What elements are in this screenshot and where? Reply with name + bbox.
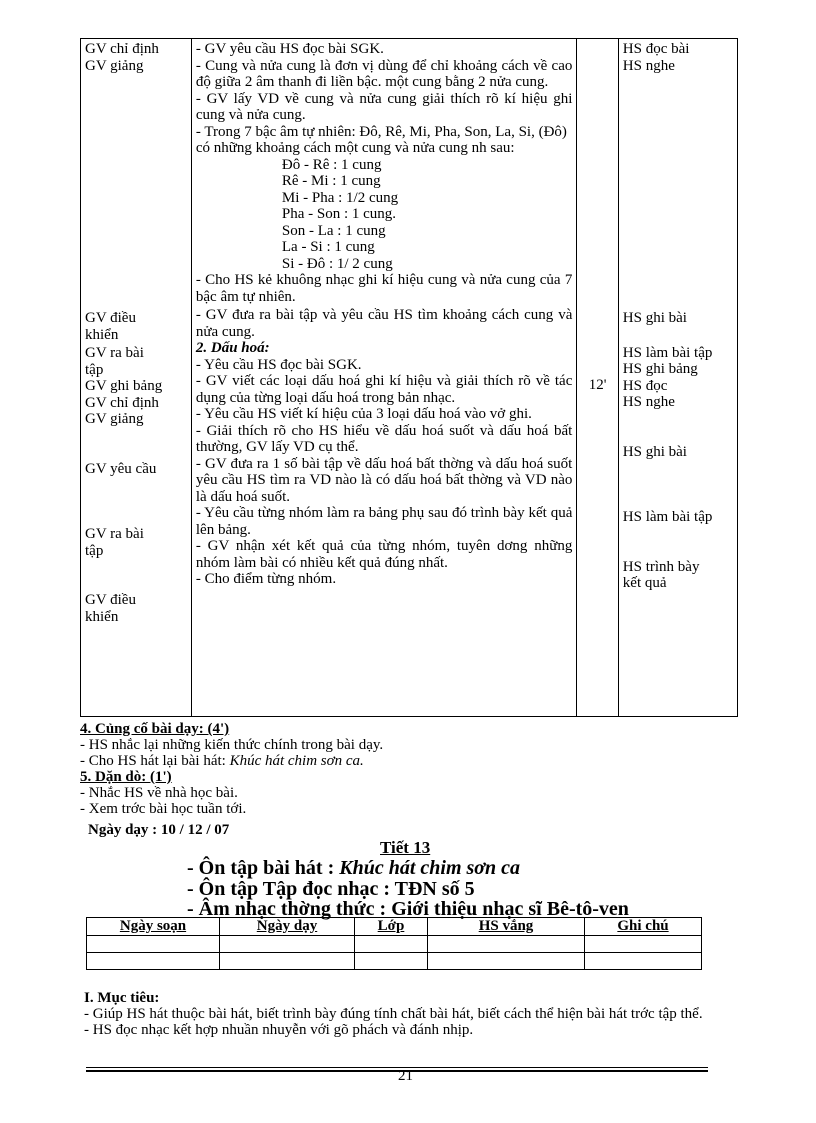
schedule-header: Ghi chú (585, 918, 702, 936)
content-line: - Giải thích rõ cho HS hiểu về dấu hoá suốt và dấu hoá bất thường, GV lấy VD cụ thể. (195, 422, 573, 455)
teacher-action: GV chỉ định (85, 394, 159, 411)
teacher-action: GV ghi bảng (85, 378, 163, 394)
schedule-header: HS vắng (428, 918, 585, 936)
content-line: - Trong 7 bậc âm tự nhiên: Đô, Rê, Mi, Pha, Son, La, Si, (Đô) có những khoảng cách một cung và nửa cung nh sau: (195, 123, 567, 156)
student-action: HS đọc bài (622, 41, 690, 57)
teacher-action: GV chỉ định (85, 41, 159, 57)
interval-step: Mi - Pha : 1/2 cung (281, 189, 399, 206)
lesson-topic: - Ôn tập Tập đọc nhạc : TĐN số 5 (187, 878, 475, 900)
teacher-action: GV giảng (85, 411, 144, 427)
content-line: - GV nhận xét kết quả của từng nhóm, tuyên dơng những nhóm làm bài có nhiều kết quả đúng nhất. (195, 538, 573, 571)
teaching-date: Ngày dạy : 10 / 12 / 07 (88, 822, 230, 838)
student-action: HS trình bày kết quả (622, 558, 700, 591)
interval-step: Si - Đô : 1/ 2 cung (281, 255, 393, 272)
time-column (577, 39, 618, 717)
student-action: HS ghi bài (622, 310, 687, 326)
student-action: HS ghi bài (622, 443, 687, 460)
content-line: - Yêu cầu HS đọc bài SGK. (195, 356, 362, 373)
interval-step: Pha - Son : 1 cung. (281, 206, 397, 222)
objectives-title: I. Mục tiêu: (84, 990, 160, 1006)
teacher-activity-column (81, 39, 192, 717)
content-line: - Cho điểm từng nhóm. (195, 571, 337, 587)
section-5-line: - Nhắc HS về nhà học bài. (80, 785, 238, 801)
content-line: - GV viết các loại dấu hoá ghi kí hiệu và giải thích rõ về tác dụng của từng loại dấu hoá trong bản nhạc. (195, 373, 573, 406)
student-action: HS nghe (622, 394, 675, 410)
student-action: HS nghe (622, 57, 675, 74)
song-title: Khúc hát chim sơn ca. (229, 753, 364, 769)
lesson-topic: - Âm nhạc thờng thức : Giới thiệu nhạc sĩ Bê-tô-ven (187, 898, 629, 920)
interval-step: Son - La : 1 cung (281, 222, 386, 239)
schedule-header: Ngày soạn (87, 918, 220, 936)
section-5-line: - Xem trớc bài học tuần tới. (80, 801, 247, 817)
lesson-topic: - Ôn tập bài hát : Khúc hát chim sơn ca (187, 857, 521, 879)
content-line: - Cung và nửa cung là đơn vị dùng để chỉ khoảng cách về cao độ giữa 2 âm thanh đi liền bậc. một cung bằng 2 nửa cung. (195, 57, 573, 90)
page-number: 21 (398, 1068, 413, 1084)
content-line: - GV yêu cầu HS đọc bài SGK. (195, 41, 384, 57)
lesson-content-column (191, 39, 576, 717)
content-line: - GV đưa ra 1 số bài tập về dấu hoá bất thờng và dấu hoá suốt yêu cầu HS tìm ra VD nào là có dấu hoá bất thờng và VD nào là dấu hoá suốt. (195, 455, 573, 505)
section-4-title: 4. Củng cố bài dạy: (4') (80, 721, 230, 737)
content-line: - Cho HS kẻ khuông nhạc ghi kí hiệu cung và nửa cung của 7 bậc âm tự nhiên. (195, 272, 573, 305)
section-heading: 2. Dấu hoá: (195, 340, 270, 356)
time-value: 12' (588, 377, 607, 393)
interval-step: Rê - Mi : 1 cung (281, 173, 381, 189)
teacher-action: GV ra bài tập (85, 526, 144, 559)
student-action: HS đọc (622, 377, 668, 394)
schedule-header: Lớp (355, 918, 428, 936)
table-row (87, 953, 702, 970)
footer-divider (86, 1070, 708, 1072)
footer-divider (86, 1067, 708, 1068)
interval-step: Đô - Rê : 1 cung (281, 156, 382, 173)
schedule-table (86, 917, 702, 970)
content-line: - GV đưa ra bài tập và yêu cầu HS tìm khoảng cách cung và nửa cung. (195, 307, 573, 340)
content-line: - Yêu cầu từng nhóm làm ra bảng phụ sau đó trình bày kết quả lên bảng. (195, 505, 573, 538)
content-line: - Yêu cầu HS viết kí hiệu của 3 loại dấu hoá vào vở ghi. (195, 406, 532, 422)
section-5-title: 5. Dặn dò: (1') (80, 769, 172, 785)
content-line: - GV lấy VD về cung và nửa cung giải thích rõ kí hiệu ghi cung và nửa cung. (195, 90, 573, 123)
table-row (87, 936, 702, 953)
lesson-number: Tiết 13 (380, 838, 431, 857)
teacher-action: GV ra bài tập (85, 345, 144, 378)
section-4 (80, 721, 383, 817)
student-action: HS làm bài tập (622, 344, 713, 361)
objective-line: - HS đọc nhạc kết hợp nhuần nhuyễn với gõ phách và đánh nhịp. (84, 1022, 474, 1038)
teacher-action: GV điều khiển (85, 592, 136, 625)
interval-step: La - Si : 1 cung (281, 239, 375, 255)
section-4-line: - HS nhắc lại những kiến thức chính trong bài dạy. (80, 737, 384, 753)
schedule-header: Ngày dạy (220, 918, 355, 936)
student-action: HS ghi bảng (622, 361, 698, 377)
lesson-activity-table (80, 38, 738, 717)
objectives (84, 990, 724, 1038)
objective-line: - Giúp HS hát thuộc bài hát, biết trình bày đúng tính chất bài hát, biết cách thể hiện bài hát trớc tập thể. (84, 1006, 703, 1022)
teacher-action: GV yêu cầu (85, 460, 157, 477)
section-4-line: - Cho HS hát lại bài hát: Khúc hát chim sơn ca. (80, 753, 364, 769)
student-activity-column (618, 39, 737, 717)
teacher-action: GV giảng (85, 57, 144, 74)
student-action: HS làm bài tập (622, 509, 713, 525)
teacher-action: GV điều khiển (85, 310, 136, 343)
